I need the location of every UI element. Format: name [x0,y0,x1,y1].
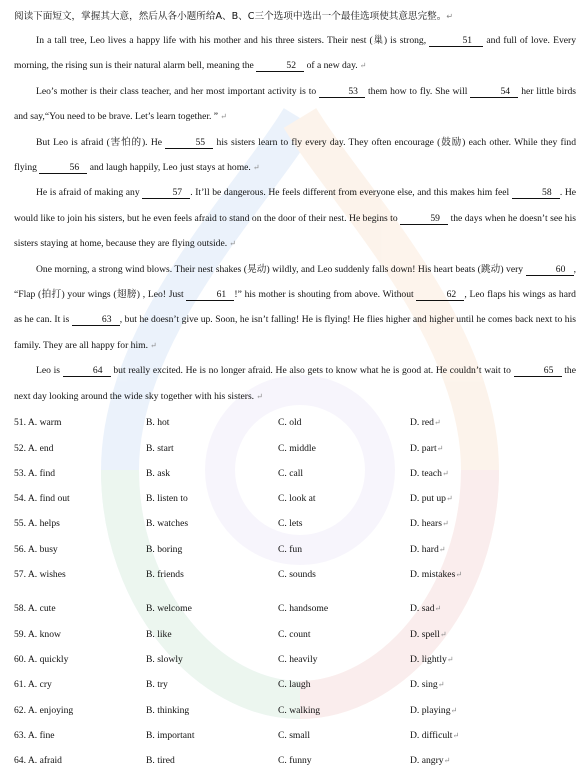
question-number: 64. [14,755,28,767]
passage-text: the next day looking around the wide sky together with his sisters. [14,365,576,402]
blank-55: 55 [165,137,213,149]
option-text: A. know [27,628,61,640]
option-text: C. look at [278,493,316,505]
instruction [14,8,576,25]
option-c[interactable] [278,569,410,580]
option-a[interactable] [14,443,146,454]
option-text: A. helps [27,518,60,530]
option-text: D. teach [410,467,442,479]
question-row [14,621,576,646]
return-mark: ↵ [436,443,444,453]
question-row [14,562,576,587]
option-text: D. part [410,442,437,454]
option-text: B. start [146,442,174,454]
option-d[interactable] [410,569,560,580]
passage-text: One morning, a strong wind blows. Their nest shakes (晃动) wildly, and Leo suddenly falls down! His heart beats (跳动) very [36,263,526,275]
option-text: D. hears [410,518,442,530]
option-a[interactable] [14,654,146,665]
option-d[interactable] [410,493,560,504]
return-mark: ↵ [446,12,454,21]
question-row [14,748,576,773]
option-text: D. playing [410,704,451,716]
return-mark: ↵ [439,629,447,639]
blank-65: 65 [514,365,562,377]
question-row [14,647,576,672]
passage-text: . It’ll be dangerous. He feels different from everyone else, and this makes him feel [190,187,512,199]
option-text: B. slowly [146,653,183,665]
passage-text: his sisters learn to fly every day. They often encourage (鼓励) each other. While they find flying [14,136,576,174]
option-text: A. fine [27,729,55,741]
option-text: C. lets [278,518,303,530]
return-mark: ↵ [443,756,451,766]
question-row [14,537,576,562]
option-text: D. lightly [410,653,447,665]
option-b[interactable] [146,629,278,640]
option-text: A. find out [27,493,70,505]
option-d[interactable] [410,730,560,741]
option-text: A. warm [27,417,62,429]
option-d[interactable] [410,544,560,555]
passage-text: Leo is [36,365,63,377]
option-a[interactable] [14,679,146,690]
question-number: 53. [14,467,28,479]
option-text: B. listen to [146,493,188,505]
return-mark: ↵ [446,654,454,664]
blank-58: 58 [512,187,560,199]
question-row [14,410,576,435]
option-text: C. funny [278,755,312,767]
option-d[interactable] [410,443,560,454]
option-c[interactable] [278,679,410,690]
option-c[interactable] [278,603,410,614]
passage-text: but really excited. He is no longer afraid. He also gets to know what he is good at. He couldn’t wait to [110,365,514,377]
instruction-text: 阅读下面短文，掌握其大意，然后从各小题所给A、B、C三个选项中选出一个最佳选项使其意思完整。 [14,11,447,22]
passage-text: her little birds and say,“You need to be brave. Let’s learn together. ” [14,85,576,123]
blank-51: 51 [429,35,483,47]
question-number: 59. [14,628,28,640]
option-b[interactable] [146,544,278,555]
option-c[interactable] [278,518,410,529]
option-text: A. find [27,467,56,479]
question-number: 54. [14,493,28,505]
question-row [14,596,576,621]
blank-57: 57 [142,187,190,199]
passage-text: and full of love. Every morning, the rising sun is their natural alarm bell, meaning the [14,35,576,72]
option-text: D. spell [410,628,440,640]
option-b[interactable] [146,730,278,741]
passage-text: . He would like to join his sisters, but he even feels afraid to stand on the door of their nest. He begins to [14,187,577,224]
option-c[interactable] [278,705,410,716]
option-b[interactable] [146,679,278,690]
option-a[interactable] [14,468,146,479]
passage-text: Leo’s mother is their class teacher, and her most important activity is to [36,85,320,97]
paragraph [14,79,576,130]
question-number: 51. [14,417,28,429]
option-text: A. cry [27,679,52,691]
option-text: C. heavily [278,653,318,665]
option-text: A. busy [27,543,58,555]
option-c[interactable] [278,493,410,504]
option-text: D. sing [410,679,438,691]
option-text: B. ask [146,467,170,479]
question-number: 55. [14,518,28,530]
option-b[interactable] [146,443,278,454]
return-mark: ↵ [445,494,453,504]
blank-54: 54 [470,86,518,98]
option-b[interactable] [146,755,278,766]
option-a[interactable] [14,518,146,529]
option-text: A. cute [27,603,56,615]
option-b[interactable] [146,569,278,580]
blank-62: 62 [416,289,464,301]
option-text: C. handsome [278,603,329,615]
option-a[interactable] [14,544,146,555]
options-list [14,410,576,773]
option-text: B. like [146,628,172,640]
return-mark: ↵ [218,112,227,122]
blank-60: 60 [526,264,574,276]
option-text: D. red [410,417,434,429]
option-d[interactable] [410,603,560,614]
option-text: C. call [278,467,304,479]
return-mark: ↵ [148,340,157,350]
return-mark: ↵ [250,163,260,173]
passage-text: them how to fly. She will [365,85,471,97]
return-mark: ↵ [452,730,460,740]
option-c[interactable] [278,443,410,454]
document-page [14,8,576,773]
question-row [14,461,576,486]
passage-text: , but he doesn’t give up. Soon, he isn’t falling! He is flying! He flies higher and higher until he comes back next to his family. They are all happy for him. [14,314,576,351]
option-text: C. sounds [278,569,316,581]
option-c[interactable] [278,417,410,428]
question-number: 62. [14,704,28,716]
passage-text: !” his mother is shouting from above. Without [234,289,417,301]
return-mark: ↵ [441,519,449,529]
return-mark: ↵ [455,570,463,580]
question-number: 60. [14,653,28,665]
option-d[interactable] [410,518,560,529]
option-a[interactable] [14,705,146,716]
passage-text: of a new day. [304,60,358,72]
option-text: C. walking [278,704,321,716]
option-d[interactable] [410,468,560,479]
option-d[interactable] [410,679,560,690]
question-number: 56. [14,543,28,555]
option-text: A. wishes [27,569,66,581]
option-text: C. small [278,729,310,741]
option-text: D. angry [410,755,444,767]
option-text: C. count [278,628,311,640]
option-text: C. laugh [278,679,311,691]
option-c[interactable] [278,730,410,741]
option-text: B. friends [146,569,184,581]
option-b[interactable] [146,417,278,428]
return-mark: ↵ [441,468,449,478]
passage-text: He is afraid of making any [36,187,143,199]
blank-63: 63 [72,314,120,326]
blank-61: 61 [186,289,234,301]
question-number: 58. [14,603,28,615]
option-text: B. hot [146,417,170,429]
question-row [14,672,576,697]
option-text: C. old [278,417,302,429]
option-b[interactable] [146,518,278,529]
paragraph [14,180,576,256]
return-mark: ↵ [357,61,367,71]
option-text: B. important [146,729,195,741]
option-a[interactable] [14,569,146,580]
option-d[interactable] [410,417,560,428]
option-b[interactable] [146,654,278,665]
question-number: 63. [14,729,28,741]
option-b[interactable] [146,603,278,614]
blank-52: 52 [256,60,304,72]
option-b[interactable] [146,705,278,716]
option-b[interactable] [146,493,278,504]
option-text: B. try [146,679,168,691]
passage [14,28,576,409]
option-a[interactable] [14,730,146,741]
paragraph [14,257,576,359]
question-row [14,511,576,536]
option-text: A. enjoying [27,704,74,716]
option-a[interactable] [14,417,146,428]
option-c[interactable] [278,755,410,766]
option-text: A. afraid [27,755,62,767]
passage-text: and laugh happily, Leo just stays at home. [87,162,251,174]
option-d[interactable] [410,629,560,640]
question-number: 52. [14,442,28,454]
option-c[interactable] [278,629,410,640]
paragraph [14,130,576,181]
option-text: D. put up [410,493,446,505]
option-text: B. boring [146,543,183,555]
option-text: D. hard [410,543,439,555]
option-text: B. thinking [146,704,190,716]
option-text: B. watches [146,518,189,530]
passage-text: , Leo flaps his wings as hard as he can. It is [14,289,576,326]
blank-59: 59 [400,213,448,225]
option-a[interactable] [14,493,146,504]
passage-text: In a tall tree, Leo lives a happy life with his mother and his three sisters. Their nest (巢) is strong, [36,35,430,46]
option-text: D. sad [410,603,435,615]
question-number: 57. [14,569,28,581]
option-a[interactable] [14,629,146,640]
option-d[interactable] [410,705,560,716]
question-row [14,486,576,511]
return-mark: ↵ [434,604,442,614]
option-d[interactable] [410,654,560,665]
blank-53: 53 [319,86,365,98]
option-c[interactable] [278,654,410,665]
option-a[interactable] [14,603,146,614]
option-text: C. fun [278,543,302,555]
return-mark: ↵ [433,418,441,428]
option-c[interactable] [278,468,410,479]
return-mark: ↵ [227,239,236,249]
option-text: A. quickly [27,653,69,665]
option-d[interactable] [410,755,560,766]
option-c[interactable] [278,544,410,555]
option-text: A. end [27,442,54,454]
return-mark: ↵ [450,705,458,715]
option-b[interactable] [146,468,278,479]
option-text: C. middle [278,442,316,454]
paragraph [14,358,576,409]
question-row [14,723,576,748]
blank-56: 56 [39,162,87,174]
option-text: B. welcome [146,603,192,615]
option-text: D. mistakes [410,569,456,581]
question-number: 61. [14,679,28,691]
passage-text: , “Flap (拍打) your wings (翅膀) , Leo! Just [14,263,576,301]
return-mark: ↵ [437,680,445,690]
question-row [14,435,576,460]
option-text: D. difficult [410,729,453,741]
paragraph [14,28,576,79]
option-a[interactable] [14,755,146,766]
passage-text: But Leo is afraid (害怕的). He [36,136,166,148]
return-mark: ↵ [438,544,446,554]
passage-text: the days when he doesn’t see his sisters staying at home, because they are flying outside. [14,212,576,250]
blank-64: 64 [63,365,111,377]
question-row [14,697,576,722]
option-text: B. tired [146,755,175,767]
return-mark: ↵ [254,391,263,401]
